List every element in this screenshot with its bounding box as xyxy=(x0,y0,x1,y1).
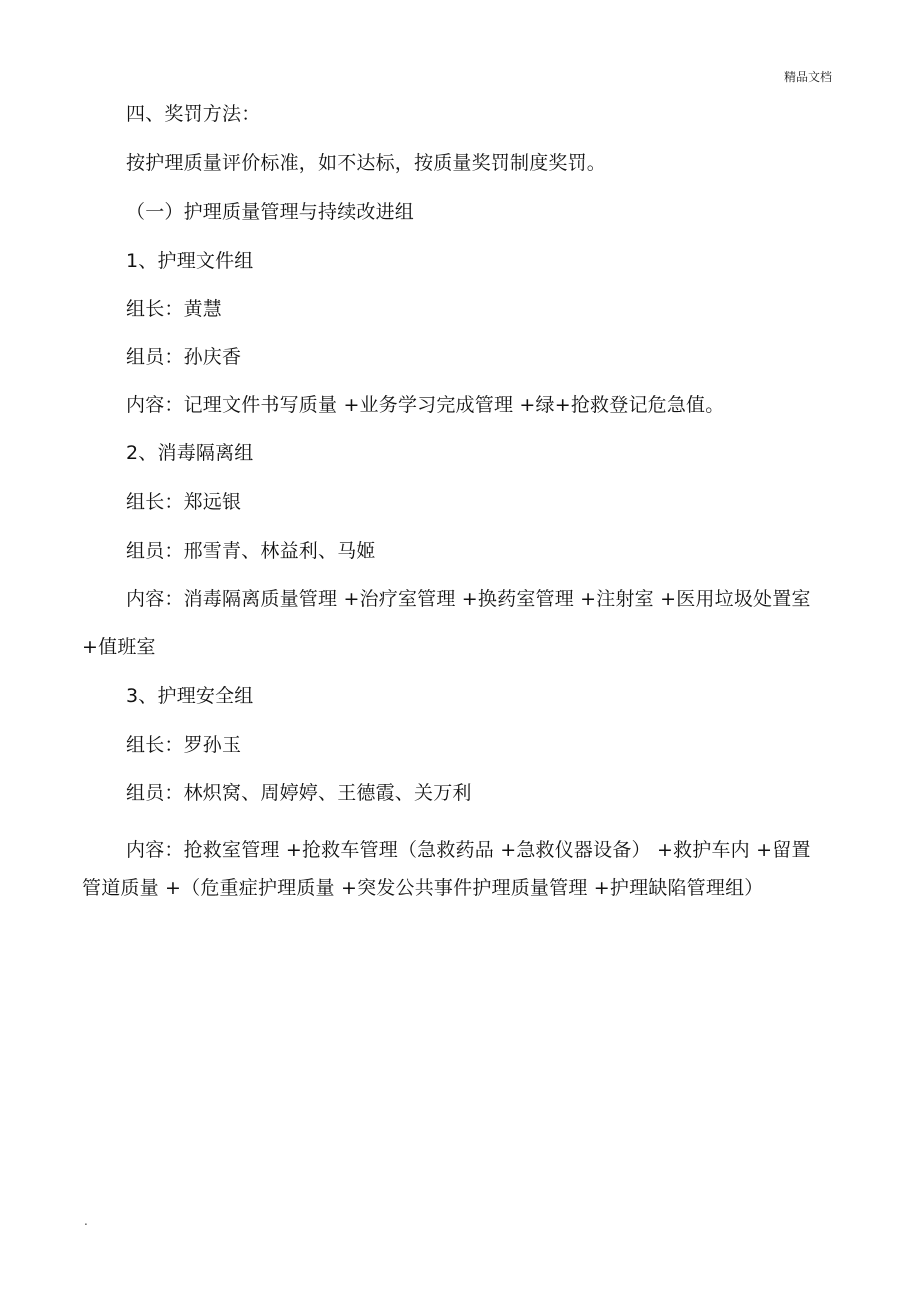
group-leader-documents: 组长：黄慧 xyxy=(126,298,223,320)
group-heading-disinfection: 2、消毒隔离组 xyxy=(126,442,254,464)
group-content-safety: 内容：抢救室管理 +抢救车管理（急救药品 +急救仪器设备） +救护车内 +留置 xyxy=(126,839,811,861)
group-leader-safety: 组长：罗孙玉 xyxy=(126,734,242,756)
group-members-disinfection: 组员：邢雪青、林益利、马姬 xyxy=(126,540,376,562)
footer-mark: . xyxy=(84,1214,88,1228)
group-content-disinfection-cont: +值班室 xyxy=(82,636,156,658)
group-leader-disinfection: 组长：郑远银 xyxy=(126,491,242,513)
group-content-safety-cont: 管道质量 +（危重症护理质量 +突发公共事件护理质量管理 +护理缺陷管理组） xyxy=(82,877,764,899)
group-members-safety: 组员：林炽窝、周婷婷、王德霞、关万利 xyxy=(126,782,472,804)
group-members-documents: 组员：孙庆香 xyxy=(126,346,242,368)
group-heading-safety: 3、护理安全组 xyxy=(126,685,254,707)
group-content-documents: 内容：记理文件书写质量 +业务学习完成管理 +绿+抢救登记危急值。 xyxy=(126,394,725,416)
subsection-heading-quality: （一）护理质量管理与持续改进组 xyxy=(126,201,415,223)
group-heading-documents: 1、护理文件组 xyxy=(126,250,254,272)
paragraph-evaluation: 按护理质量评价标准，如不达标，按质量奖罚制度奖罚。 xyxy=(126,152,607,174)
group-content-disinfection: 内容：消毒隔离质量管理 +治疗室管理 +换药室管理 +注射室 +医用垃圾处置室 xyxy=(126,588,811,610)
section-heading-rewards: 四、奖罚方法： xyxy=(126,103,261,125)
header-mark: 精品文档 xyxy=(783,70,832,84)
